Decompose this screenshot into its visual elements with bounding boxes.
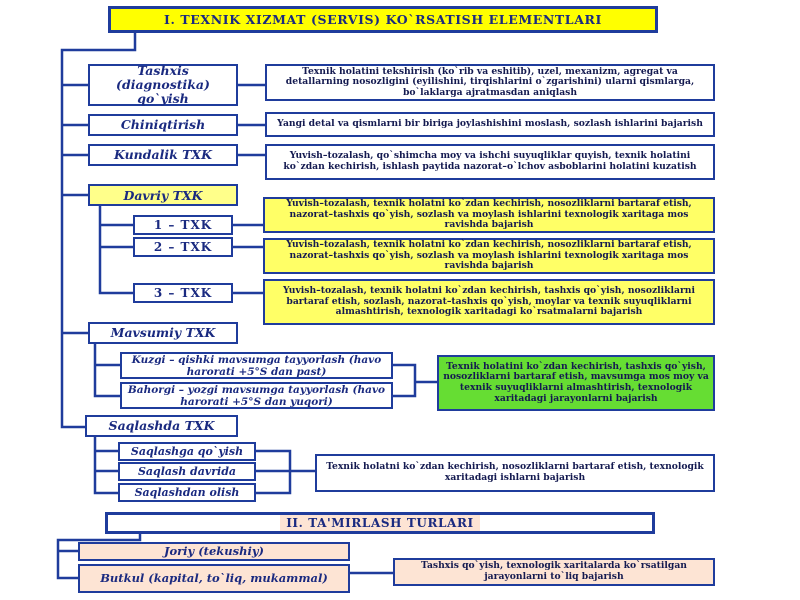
node-txk-3 [133,283,233,303]
node-capital-repair [78,564,350,593]
node-label: Kuzgi – qishki mavsumga tayyorlash (havo harorati +5°S dan past) [131,353,382,378]
desc-txk-1 [263,197,715,233]
node-periodic-maintenance [88,184,238,206]
section-title-maintenance [108,6,658,33]
desc-text: Yuvish–tozalash, texnik holatni ko`zdan kechirish, tashxis qo`yish, nosozliklarni bartaraf etish, sozlash, nazorat–tashxis qo`yish, moylar va texnik suyuqliklarni almashtirish, texnologik xaritadagi ko`rsatmalarni bajarish [283,285,695,318]
node-label: Saqlash davrida [137,465,237,478]
desc-running-in [265,112,715,137]
node-diagnostics [88,64,238,106]
node-storage-remove [118,483,256,502]
desc-text: Yuvish–tozalash, texnik holatni ko`zdan kechirish, nosozliklarni bartaraf etish, nazorat–tashxis qo`yish, sozlash va moylash ishlarini texnologik xaritaga mos ravishda bajarish [286,198,692,231]
node-label: Kundalik TXK [114,147,212,162]
desc-diagnostics [265,64,715,101]
node-label: Mavsumiy TXK [110,325,216,340]
desc-text: Tashxis qo`yish, texnologik xaritalarda ko`rsatilgan jarayonlarni to`liq bajarish [421,560,687,582]
desc-text: Texnik holatini ko`zdan kechirish, tashxis qo`yish, nosozliklarni bartaraf etish, mavsumga mos moy va texnik suyuqliklarni almashtirish, texnologik xaritadagi jarayonlarni bajarish [443,360,709,404]
desc-storage [315,454,715,492]
desc-daily-maintenance [265,144,715,180]
node-label: Bahorgi – yozgi mavsumga tayyorlash (havo harorati +5°S dan yuqori) [127,383,386,408]
desc-text: Yuvish–tozalash, qo`shimcha moy va ishchi suyuqliklar quyish, texnik holatini ko`zdan kechirish, ishlash paytida nazorat–o`lchov asboblarini holatini kuzatish [283,150,697,172]
desc-seasonal [437,355,715,411]
desc-text: Yangi detal va qismlarni bir biriga joylashishini moslash, sozlash ishlarini bajarish [277,118,703,130]
desc-txk-2 [263,238,715,274]
desc-text: Yuvish–tozalash, texnik holatni ko`zdan kechirish, nosozliklarni bartaraf etish, nazorat–tashxis qo`yish, sozlash va moylash ishlarini texnologik xaritaga mos ravishda bajarish [286,239,692,272]
section-title-repair [105,512,655,534]
node-txk-1 [133,215,233,235]
node-seasonal-maintenance [88,322,238,344]
desc-text: Texnik holatni ko`zdan kechirish, nosozliklarni bartaraf etish, texnologik xaritadagi ishlarni bajarish [326,461,704,483]
desc-capital-repair [393,558,715,586]
node-label: Tashxis (diagnostika) qo`yish [116,63,210,106]
node-label: Saqlashdan olish [134,486,240,499]
desc-text: Texnik holatini tekshirish (ko`rib va eshitib), uzel, mexanizm, agregat va detallarning nosozligini (eyilishini, tirqishlarini o`zgarishini) ularni qismlarga, bo`laklarga ajratmasdan aniqlash [285,65,695,98]
title-text: II. TA'MIRLASH TURLARI [280,515,480,531]
node-txk-2 [133,237,233,257]
node-running-in [88,114,238,136]
desc-txk-3 [263,279,715,325]
node-label: 2 – TXK [153,240,213,254]
node-storage-during [118,462,256,481]
node-storage-maintenance [85,415,238,437]
node-autumn-winter [120,352,393,379]
node-spring-summer [120,382,393,409]
title-text: I. TEXNIK XIZMAT (SERVIS) KO`RSATISH ELEMENTLARI [164,12,602,27]
node-label: Saqlashga qo`yish [130,445,244,458]
node-storage-put [118,442,256,461]
node-label: Saqlashda TXK [108,418,215,433]
node-daily-maintenance [88,144,238,166]
node-label: Joriy (tekushiy) [164,544,264,558]
node-current-repair [78,542,350,561]
node-label: 3 – TXK [153,286,213,300]
node-label: Butkul (kapital, to`liq, mukammal) [100,571,328,585]
node-label: Davriy TXK [123,187,203,203]
node-label: 1 – TXK [153,218,213,232]
node-label: Chiniqtirish [120,117,206,132]
